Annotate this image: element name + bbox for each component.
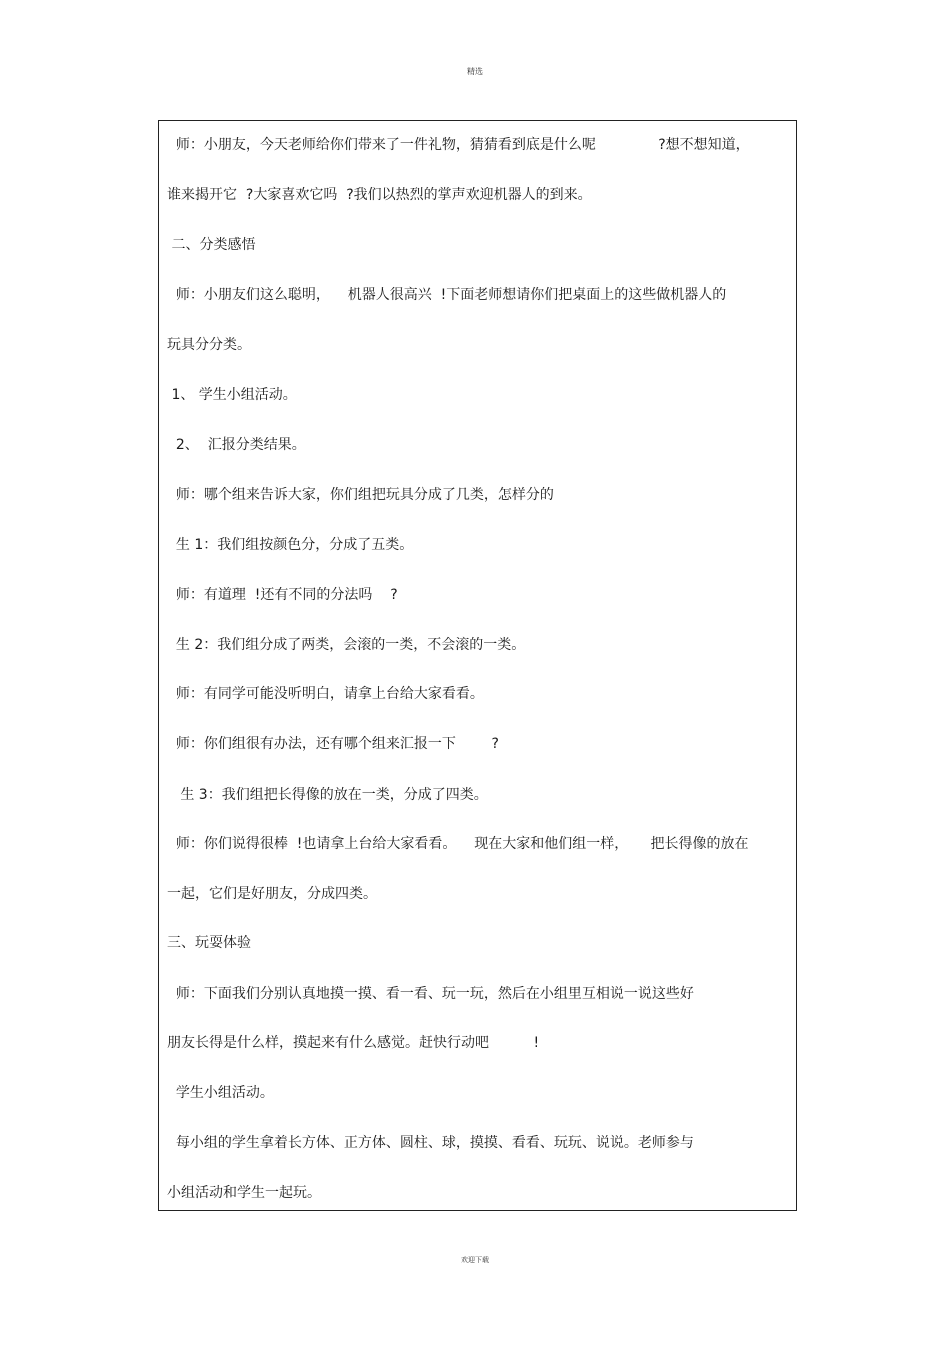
paragraph-line: 师：下面我们分别认真地摸一摸、看一看、玩一玩，然后在小组里互相说一说这些好 (167, 986, 694, 1002)
page-footer: 欢迎下载 (461, 1256, 489, 1264)
page-header: 精选 (467, 67, 483, 76)
paragraph-line: 生 1：我们组按颜色分，分成了五类。 (167, 537, 414, 553)
section-heading-classify: 二、分类感悟 (167, 237, 256, 253)
paragraph-line: 师：哪个组来告诉大家，你们组把玩具分成了几类，怎样分的 (167, 487, 554, 503)
paragraph-line: 谁来揭开它 ?大家喜欢它吗 ?我们以热烈的掌声欢迎机器人的到来。 (167, 187, 592, 203)
paragraph-line: 2、 汇报分类结果。 (167, 437, 306, 453)
paragraph-line: 玩具分分类。 (167, 337, 251, 353)
paragraph-line: 师：你们说得很棒 !也请拿上台给大家看看。 现在大家和他们组一样， 把长得像的放在 (167, 836, 749, 852)
paragraph-line: 生 2：我们组分成了两类，会滚的一类，不会滚的一类。 (167, 637, 526, 653)
paragraph-line: 生 3：我们组把长得像的放在一类，分成了四类。 (167, 787, 488, 803)
paragraph-line: 每小组的学生拿着长方体、正方体、圆柱、球，摸摸、看看、玩玩、说说。老师参与 (167, 1135, 694, 1151)
lesson-content-box (158, 120, 797, 1211)
paragraph-line: 师：有道理 !还有不同的分法吗 ? (167, 587, 398, 603)
paragraph-line: 师：小朋友们这么聪明， 机器人很高兴 !下面老师想请你们把桌面上的这些做机器人的 (167, 287, 727, 303)
paragraph-line: 朋友长得是什么样，摸起来有什么感觉。赶快行动吧 ! (167, 1035, 540, 1051)
paragraph-line: 师：你们组很有办法，还有哪个组来汇报一下 ? (167, 736, 499, 752)
section-heading-play: 三、玩耍体验 (167, 935, 251, 951)
paragraph-line: 一起，它们是好朋友，分成四类。 (167, 886, 377, 902)
paragraph-line: 1、 学生小组活动。 (167, 387, 297, 403)
paragraph-line: 师：有同学可能没听明白，请拿上台给大家看看。 (167, 686, 484, 702)
paragraph-line: 小组活动和学生一起玩。 (167, 1185, 321, 1201)
paragraph-line: 师：小朋友，今天老师给你们带来了一件礼物，猜猜看到底是什么呢 ?想不想知道， (167, 137, 750, 153)
paragraph-line: 学生小组活动。 (167, 1085, 274, 1101)
